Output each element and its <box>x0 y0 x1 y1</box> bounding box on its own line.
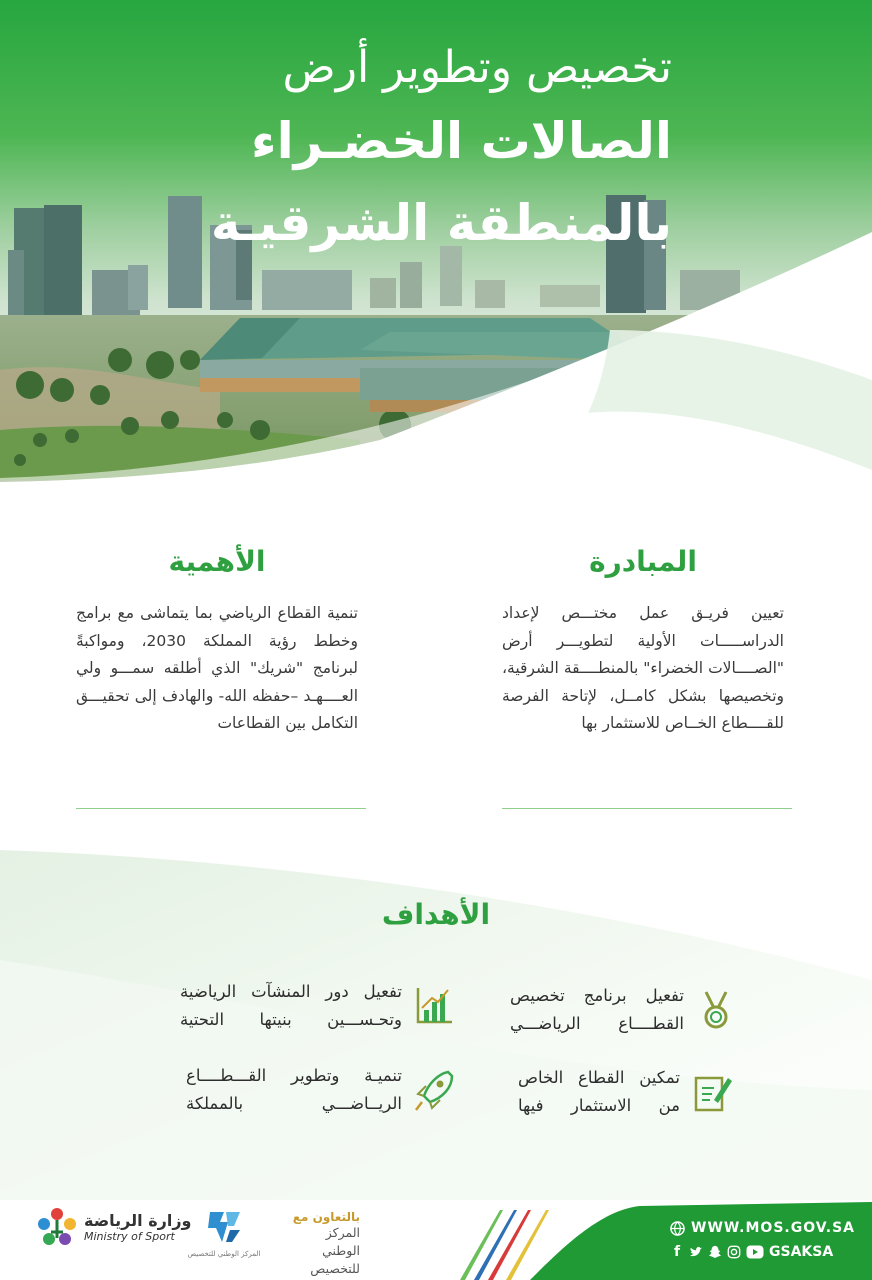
goal-item <box>518 1064 732 1120</box>
growth-chart-icon <box>414 984 454 1028</box>
hero-banner <box>0 0 872 520</box>
collab-org-line1: المركز الوطني <box>322 1225 360 1258</box>
title-line-2: الصالات الخضـراء <box>251 112 672 170</box>
importance-text: تنمية القطاع الرياضي بما يتماشى مع برامج وخطط رؤية المملكة 2030، ومواكبةً لبرنامج "شريك" الذي أطلقه سمـــو ولي العــــهـد –حفظه الله- والهادف إلى تحقيـــق التكامل بين القطاعات <box>76 604 358 732</box>
social-handle: GSAKSA <box>769 1244 834 1260</box>
twitter-icon[interactable] <box>689 1245 703 1259</box>
npc-emblem-icon <box>204 1208 244 1246</box>
instagram-icon[interactable] <box>727 1245 741 1259</box>
ministry-of-sport-logo <box>36 1206 192 1248</box>
goal-text: تمكين القطاع الخاص من الاستثمار فيها <box>518 1068 680 1115</box>
ministry-emblem-icon <box>36 1206 78 1248</box>
title-line-1: تخصيص وتطوير أرض <box>282 42 672 93</box>
goal-item <box>510 982 736 1038</box>
rocket-icon <box>414 1068 454 1112</box>
title-line-3: بالمنطقة الشرقيـة <box>210 194 672 252</box>
ministry-name-ar: وزارة الرياضة <box>84 1211 192 1230</box>
ministry-name-en: Ministry of Sport <box>84 1230 175 1243</box>
medal-icon <box>696 988 736 1032</box>
npc-subtitle: المركز الوطني للتخصيص <box>187 1250 261 1258</box>
goal-text: تنميـة وتطوير القـــطــــاع الريــاضـــي بالمملكة <box>186 1066 402 1113</box>
website-link[interactable] <box>670 1220 855 1236</box>
npc-logo <box>184 1208 264 1258</box>
youtube-icon[interactable] <box>746 1245 764 1259</box>
initiative-divider <box>502 808 792 809</box>
importance-divider <box>76 808 366 809</box>
website-text: WWW.MOS.GOV.SA <box>691 1220 856 1236</box>
goal-text: تفعيل دور المنشآت الرياضية وتحـســـين بنيتها التحتية <box>180 982 402 1029</box>
goal-text: تفعيل برنامج تخصيص القطــــاع الرياضـــي <box>510 986 684 1033</box>
importance-section <box>76 545 358 738</box>
initiative-heading: المبادرة <box>589 545 697 578</box>
social-links <box>670 1244 833 1260</box>
goals-heading: الأهداف <box>381 898 491 931</box>
collaboration-note <box>290 1210 360 1278</box>
collab-label: بالتعاون مع <box>292 1210 360 1224</box>
collab-org-line2: للتخصيص <box>310 1261 360 1276</box>
footer-green-band <box>530 1202 872 1280</box>
goal-item <box>186 1062 454 1118</box>
document-edit-icon <box>692 1070 732 1114</box>
facebook-icon[interactable]: f <box>673 1244 681 1260</box>
importance-heading: الأهمية <box>168 545 266 578</box>
initiative-text: تعيين فريـق عمل مختـــص لإعداد الدراســـــات الأولية لتطويـــر أرض "الصــــالات الخضراء" بالمنطــــقة الشرقية، وتخصيصها بشكل كامــل، لإتاحة الفرصة للقــــطاع الخــاص للاستثمار بها <box>502 604 784 732</box>
initiative-section <box>502 545 784 738</box>
goal-item <box>180 978 454 1034</box>
globe-icon <box>670 1221 685 1236</box>
snapchat-icon[interactable] <box>708 1245 722 1259</box>
